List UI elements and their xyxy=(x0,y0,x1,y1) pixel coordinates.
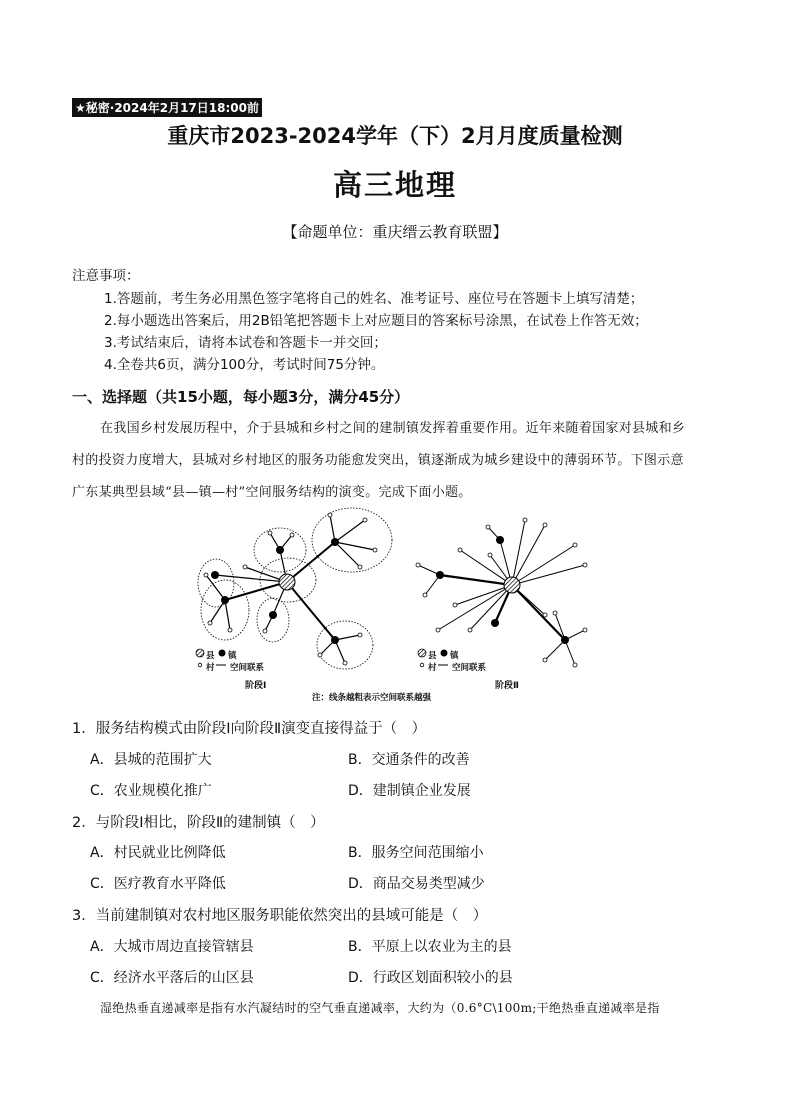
notice-heading: 注意事项： xyxy=(72,268,140,284)
passage-line: 广东某典型县域“县—镇—村”空间服务结构的演变。完成下面小题。 xyxy=(72,485,472,500)
option-c: C．医疗教育水平降低 xyxy=(90,876,226,892)
confidential-banner: ★秘密·2024年2月17日18:00前 xyxy=(72,98,262,117)
option-a: A．大城市周边直接管辖县 xyxy=(90,939,254,955)
stage2-caption: 阶段Ⅱ xyxy=(495,681,519,691)
legend-village-label: 村 xyxy=(206,663,215,673)
option-b: B．服务空间范围缩小 xyxy=(348,845,484,861)
passage-line: 村的投资力度增大，县城对乡村地区的服务功能愈发突出，镇逐渐成为城乡建设中的薄弱环节。下图示意 xyxy=(72,453,684,468)
legend-link-label: 空间联系 xyxy=(230,663,265,673)
issuing-unit: 【命题单位：重庆缙云教育联盟】 xyxy=(282,223,508,241)
stage2-network xyxy=(416,518,587,667)
option-a: A．村民就业比例降低 xyxy=(90,845,226,861)
figure-note: 注：线条越粗表示空间联系越强 xyxy=(312,693,432,703)
option-d: D．行政区划面积较小的县 xyxy=(348,970,513,986)
legend-link-label: 空间联系 xyxy=(452,663,487,673)
option-a: A．县城的范围扩大 xyxy=(90,752,212,768)
legend-town-label: 镇 xyxy=(228,651,237,661)
legend-county-label: 县 xyxy=(206,651,215,661)
notice-item: 2.每小题选出答案后，用2B铅笔把答题卡上对应题目的答案标号涂黑，在试卷上作答无效； xyxy=(104,313,648,329)
next-passage-line: 湿绝热垂直递减率是指有水汽凝结时的空气垂直递减率，大约为（0.6°C\100m;干绝热垂直递减率是指 xyxy=(100,1001,660,1015)
stage1-network xyxy=(198,508,392,669)
subject-title: 高三地理 xyxy=(332,168,457,202)
section-heading: 一、选择题（共15小题，每小题3分，满分45分） xyxy=(72,388,410,406)
notice-item: 3.考试结束后，请将本试卷和答题卡一并交回； xyxy=(104,335,387,351)
structure-diagram xyxy=(190,505,610,705)
exam-title: 重庆市2023-2024学年（下）2月月度质量检测 xyxy=(167,124,623,148)
legend-town-label: 镇 xyxy=(450,651,459,661)
option-b: B．平原上以农业为主的县 xyxy=(348,939,512,955)
option-d: D．建制镇企业发展 xyxy=(348,783,471,799)
question-stem: 1．服务结构模式由阶段Ⅰ向阶段Ⅱ演变直接得益于（ ） xyxy=(72,721,427,737)
question-stem: 2．与阶段Ⅰ相比，阶段Ⅱ的建制镇（ ） xyxy=(72,815,325,831)
option-c: C．农业规模化推广 xyxy=(90,783,212,799)
passage-line: 在我国乡村发展历程中，介于县城和乡村之间的建制镇发挥着重要作用。近年来随着国家对县城和乡 xyxy=(100,421,686,436)
spatial-structure-figure xyxy=(190,505,610,709)
option-b: B．交通条件的改善 xyxy=(348,752,470,768)
notice-item: 4.全卷共6页，满分100分，考试时间75分钟。 xyxy=(104,357,385,373)
legend-village-label: 村 xyxy=(428,663,437,673)
question-stem: 3．当前建制镇对农村地区服务职能依然突出的县域可能是（ ） xyxy=(72,908,488,924)
stage1-caption: 阶段Ⅰ xyxy=(245,681,267,691)
option-c: C．经济水平落后的山区县 xyxy=(90,970,254,986)
legend-county-label: 县 xyxy=(428,651,437,661)
option-d: D．商品交易类型减少 xyxy=(348,876,485,892)
notice-item: 1.答题前，考生务必用黑色签字笔将自己的姓名、准考证号、座位号在答题卡上填写清楚； xyxy=(104,291,644,307)
